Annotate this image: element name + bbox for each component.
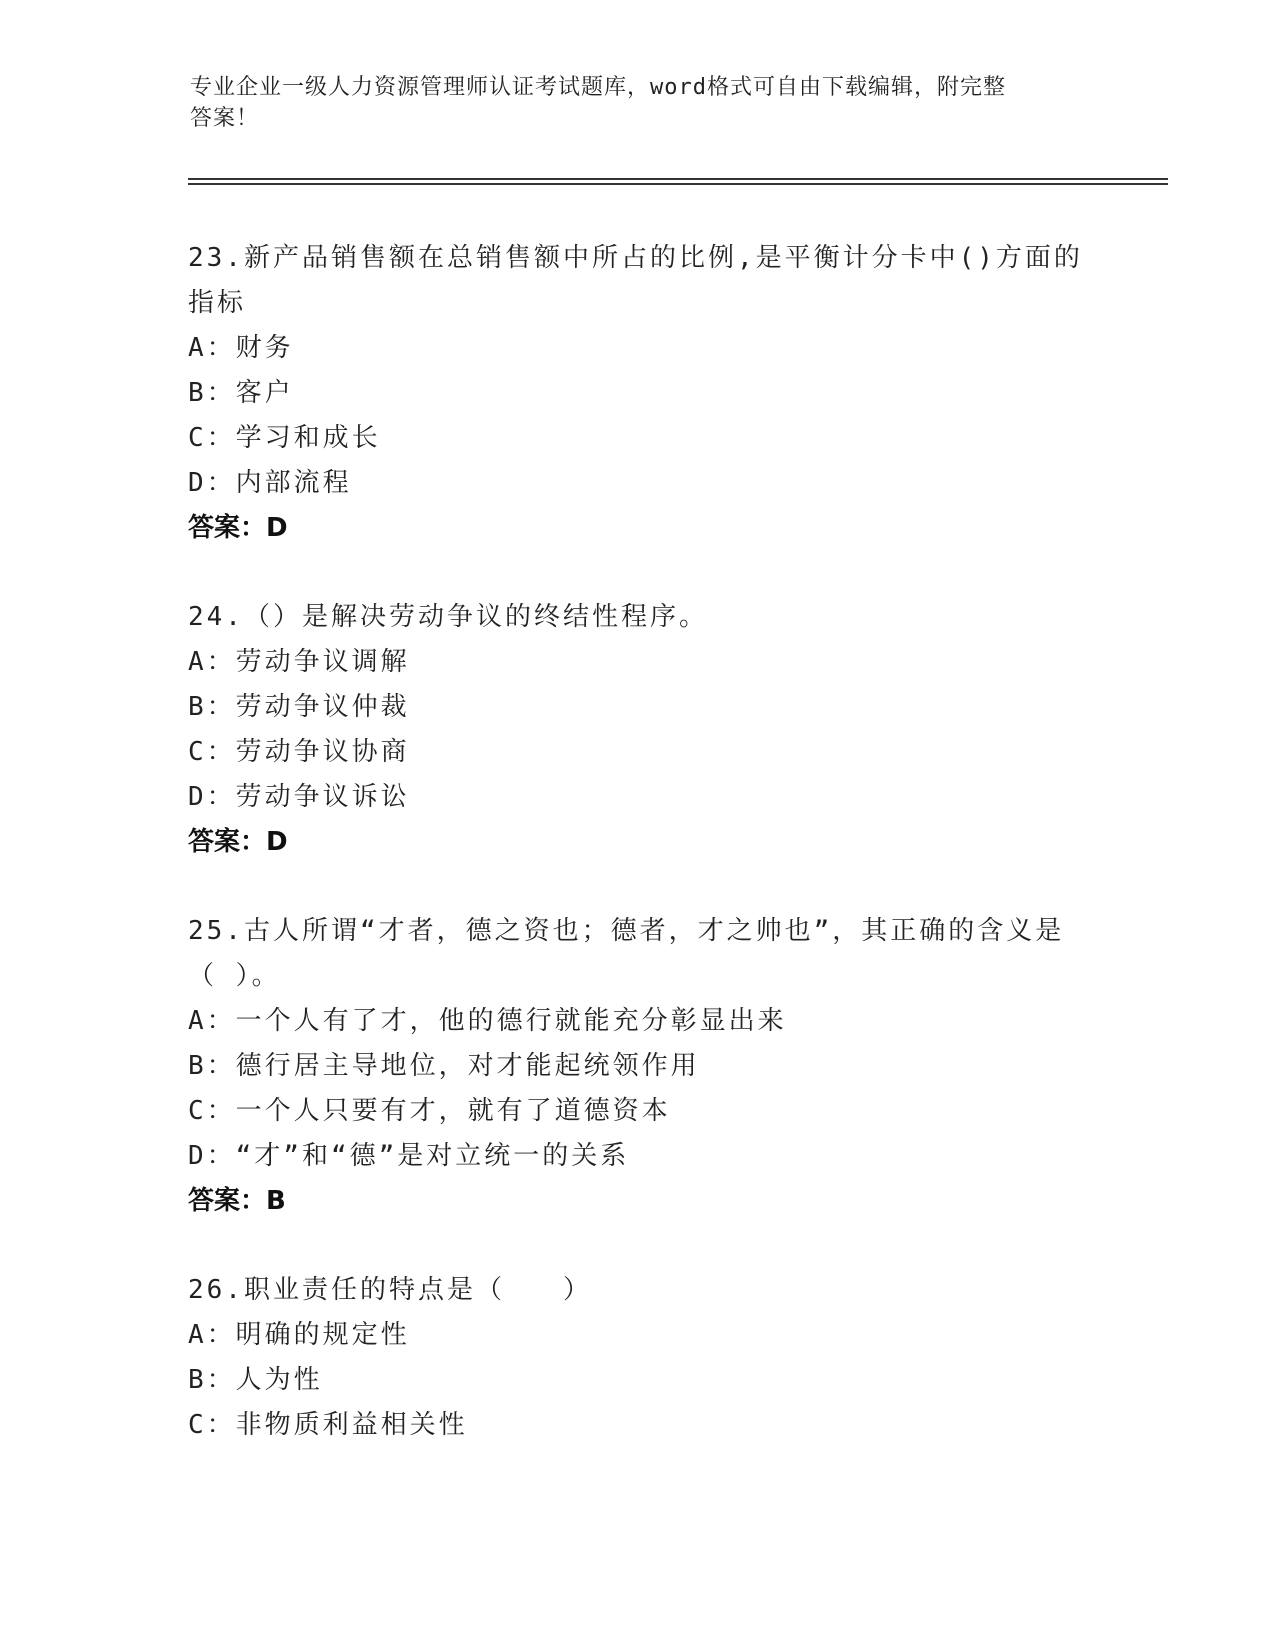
question-stem: 25.古人所谓“才者，德之资也；德者，才之帅也”，其正确的含义是: [188, 916, 1065, 946]
option-d: D：内部流程: [188, 468, 352, 498]
option-c: C：一个人只要有才，就有了道德资本: [188, 1096, 671, 1126]
option-c: C：非物质利益相关性: [188, 1410, 468, 1440]
question-25: [188, 909, 1088, 1224]
header-line-2: 答案！: [190, 106, 260, 131]
question-26: [188, 1268, 1088, 1448]
answer-line: 答案：D: [188, 513, 288, 543]
option-d: D：“才”和“德”是对立统一的关系: [188, 1141, 630, 1171]
question-stem: 23.新产品销售额在总销售额中所占的比例,是平衡计分卡中()方面的: [188, 243, 1083, 273]
header-divider-top: [188, 178, 1168, 180]
option-b: B：德行居主导地位，对才能起统领作用: [188, 1051, 700, 1081]
question-stem: 26.职业责任的特点是（ ）: [188, 1275, 592, 1305]
question-stem: 24.（）是解决劳动争议的终结性程序。: [188, 602, 708, 632]
question-stem-continued: 指标: [188, 288, 247, 318]
option-c: C：劳动争议协商: [188, 737, 410, 767]
option-b: B：客户: [188, 378, 294, 408]
option-a: A：财务: [188, 333, 294, 363]
question-list: [188, 236, 1088, 1492]
answer-line: 答案：B: [188, 1186, 286, 1216]
option-a: A：劳动争议调解: [188, 647, 410, 677]
option-b: B：人为性: [188, 1365, 323, 1395]
header-divider-bottom: [188, 183, 1168, 185]
header-line-1: 专业企业一级人力资源管理师认证考试题库，word格式可自由下载编辑，附完整: [190, 75, 1006, 100]
answer-line: 答案：D: [188, 827, 288, 857]
option-c: C：学习和成长: [188, 423, 381, 453]
question-stem-continued: （ ）。: [188, 961, 281, 991]
document-header: [190, 72, 1090, 134]
option-b: B：劳动争议仲裁: [188, 692, 410, 722]
question-24: [188, 595, 1088, 865]
question-23: [188, 236, 1088, 551]
option-a: A：明确的规定性: [188, 1320, 410, 1350]
option-a: A：一个人有了才，他的德行就能充分彰显出来: [188, 1006, 787, 1036]
option-d: D：劳动争议诉讼: [188, 782, 410, 812]
